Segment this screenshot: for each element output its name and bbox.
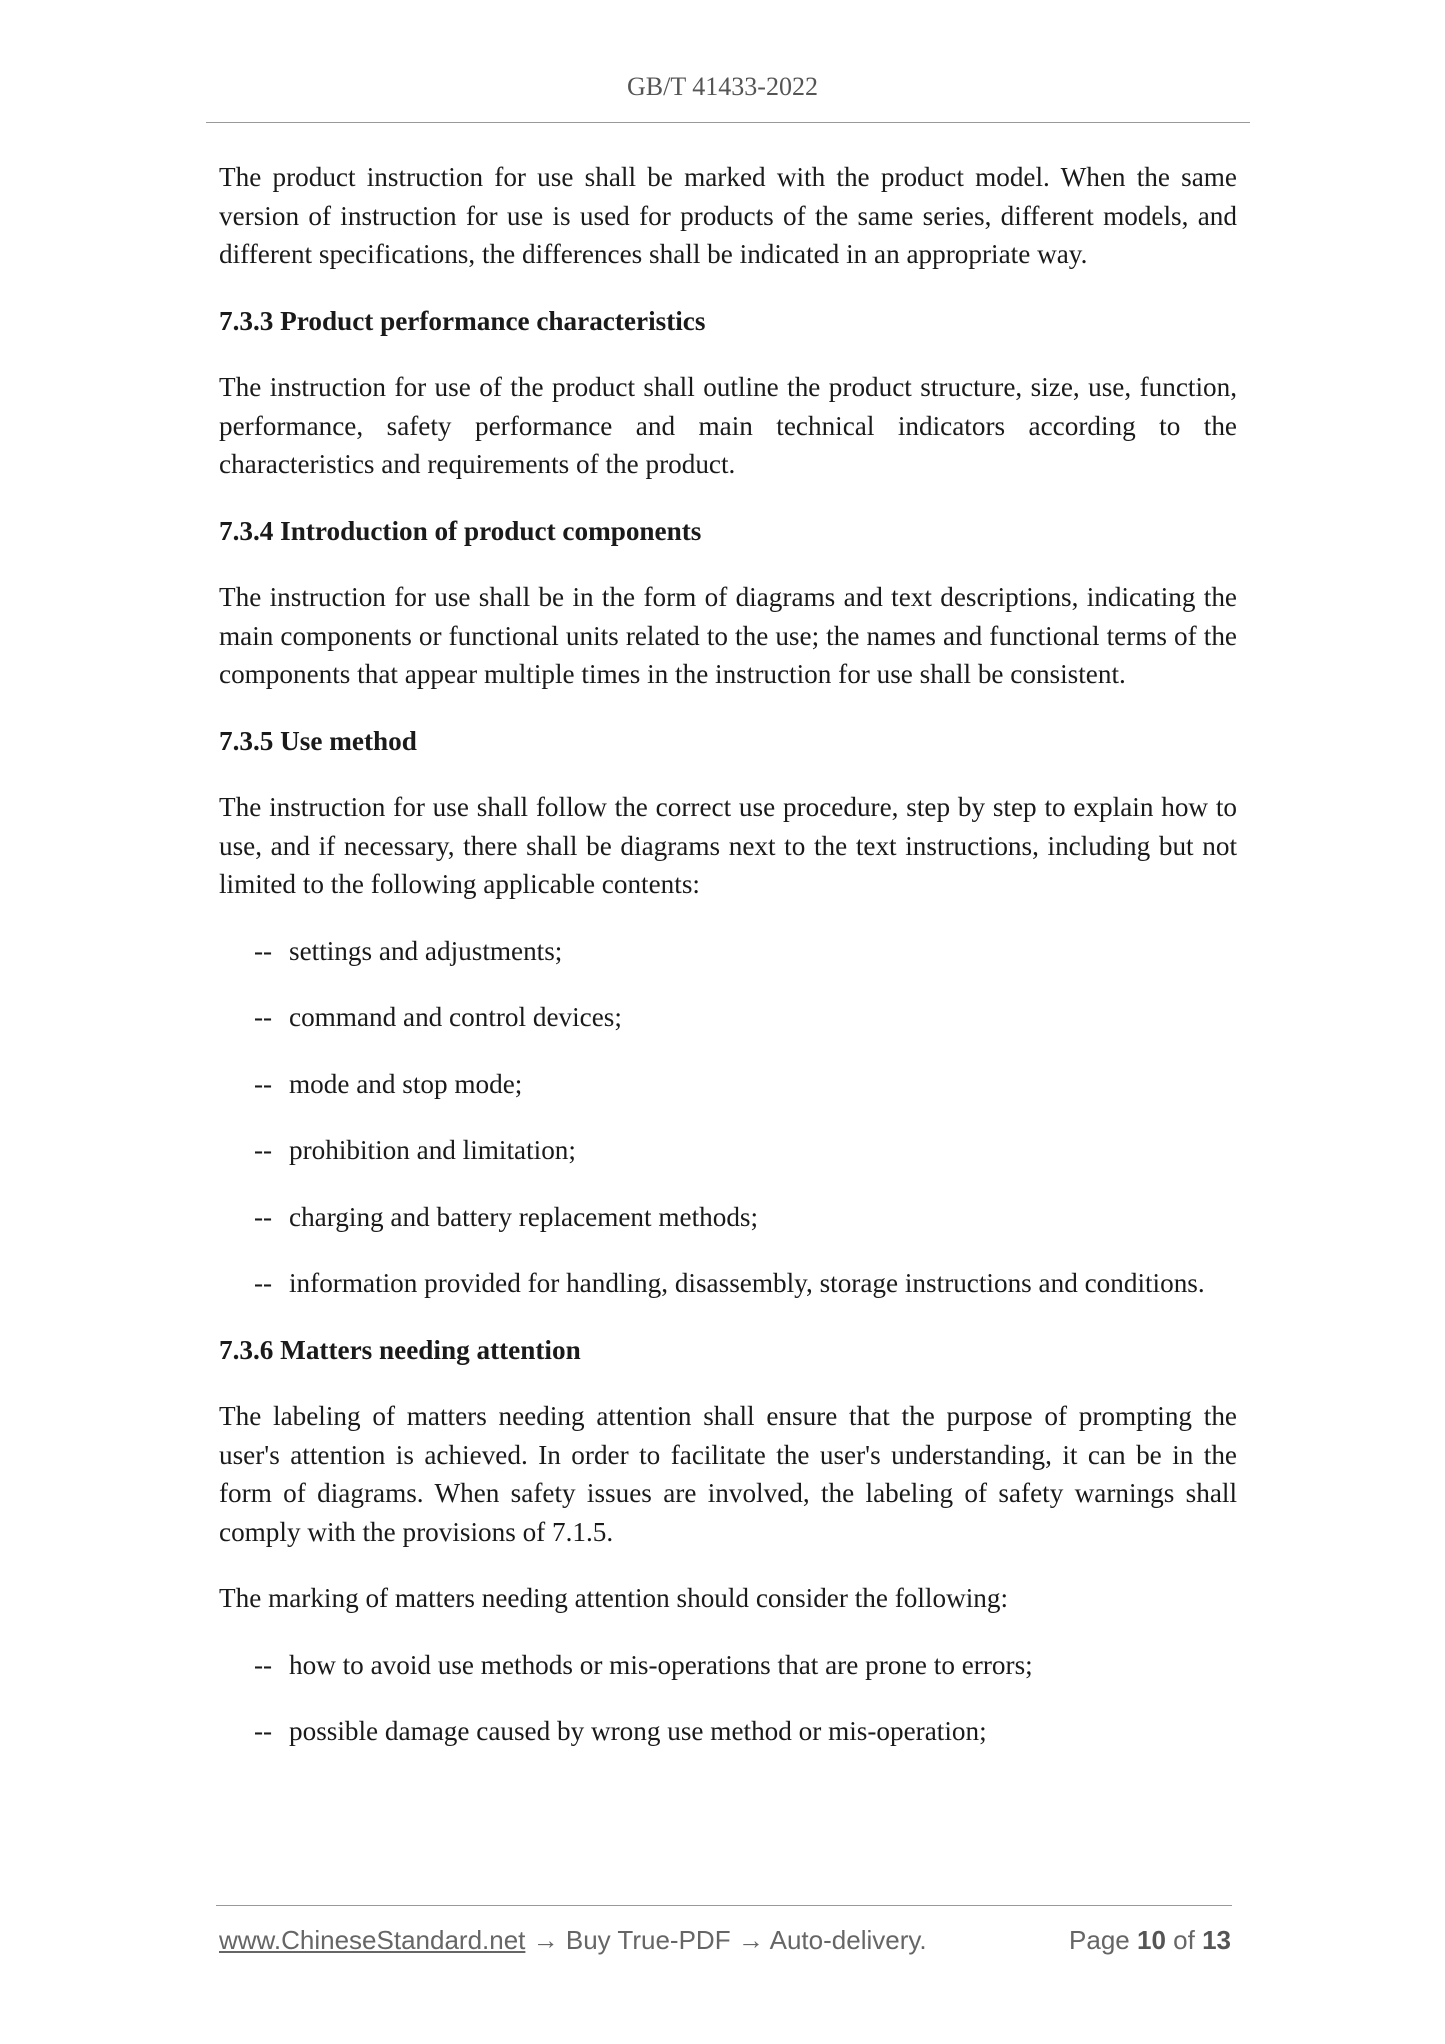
page-footer [219, 1925, 1231, 1961]
page-header-title: GB/T 41433-2022 [627, 72, 818, 101]
list-dash: -- [254, 1135, 273, 1165]
list-dash: -- [254, 1649, 273, 1680]
buy-text: Buy True-PDF [565, 1925, 731, 1955]
list-dash: -- [254, 1268, 273, 1298]
paragraph: The marking of matters needing attention should consider the following: [219, 1583, 1009, 1613]
page-number [1069, 1925, 1231, 1956]
page-label: Page [1069, 1925, 1130, 1955]
list-item-text: how to avoid use methods or mis-operations that are prone to errors; [289, 1649, 1033, 1680]
list-item [254, 1712, 1237, 1751]
list-item-text: command and control devices; [289, 1002, 622, 1032]
list-item [254, 1646, 1237, 1685]
section-heading-7-3-3: 7.3.3 Product performance characteristics [219, 305, 706, 336]
arrow-icon: → [532, 1925, 559, 1955]
website-link[interactable]: www.ChineseStandard.net [219, 1925, 526, 1955]
paragraph: The labeling of matters needing attention shall ensure that the purpose of prompting the user's attention is achieved. In order to facilitate the user's understanding, it can be in the form of diagrams. When safety issues are involved, the labeling of safety warnings shall comply with the provisions of 7.1.5. [219, 1401, 1237, 1547]
document-body [219, 158, 1237, 1779]
of-label: of [1173, 1925, 1195, 1955]
paragraph: The product instruction for use shall be marked with the product model. When the same version of instruction for use is used for products of the same series, different models, and different specifications, the differences shall be indicated in an appropriate way. [219, 162, 1237, 269]
footer-divider [216, 1905, 1232, 1906]
list-item-text: mode and stop mode; [289, 1068, 523, 1099]
list-item [254, 1264, 1237, 1303]
list-item [254, 1198, 1237, 1237]
list-dash: -- [254, 1201, 273, 1232]
list-item-text: information provided for handling, disassembly, storage instructions and conditions. [289, 1268, 1205, 1298]
paragraph: The instruction for use shall be in the form of diagrams and text descriptions, indicating the main components or functional units related to the use; the names and functional terms of the components that appear multiple times in the instruction for use shall be consistent. [219, 582, 1237, 689]
section-heading-7-3-4: 7.3.4 Introduction of product components [219, 515, 702, 546]
list-item-text: possible damage caused by wrong use method or mis-operation; [289, 1716, 987, 1746]
section-heading-7-3-6: 7.3.6 Matters needing attention [219, 1334, 581, 1365]
paragraph: The instruction for use of the product shall outline the product structure, size, use, function, performance, safety performance and main technical indicators according to the characteristics and requirements of the product. [219, 372, 1237, 479]
header-divider [206, 122, 1250, 123]
list-item [254, 932, 1237, 971]
list-item-text: charging and battery replacement methods; [289, 1201, 759, 1232]
section-heading-7-3-5: 7.3.5 Use method [219, 725, 417, 756]
delivery-text: Auto-delivery. [769, 1925, 927, 1955]
paragraph: The instruction for use shall follow the correct use procedure, step by step to explain how to use, and if necessary, there shall be diagrams next to the text instructions, including but not limited to the following applicable contents: [219, 792, 1237, 899]
page-total: 13 [1202, 1925, 1231, 1955]
list-item-text: settings and adjustments; [289, 935, 563, 966]
list-item [254, 1131, 1237, 1170]
list-dash: -- [254, 1002, 273, 1032]
list-item [254, 1065, 1237, 1104]
footer-promo [219, 1925, 927, 1956]
list-dash: -- [254, 935, 273, 966]
page-current: 10 [1137, 1925, 1166, 1955]
list-dash: -- [254, 1716, 273, 1746]
arrow-icon: → [737, 1925, 764, 1955]
list-item [254, 998, 1237, 1037]
list-dash: -- [254, 1068, 273, 1099]
list-item-text: prohibition and limitation; [289, 1135, 576, 1165]
